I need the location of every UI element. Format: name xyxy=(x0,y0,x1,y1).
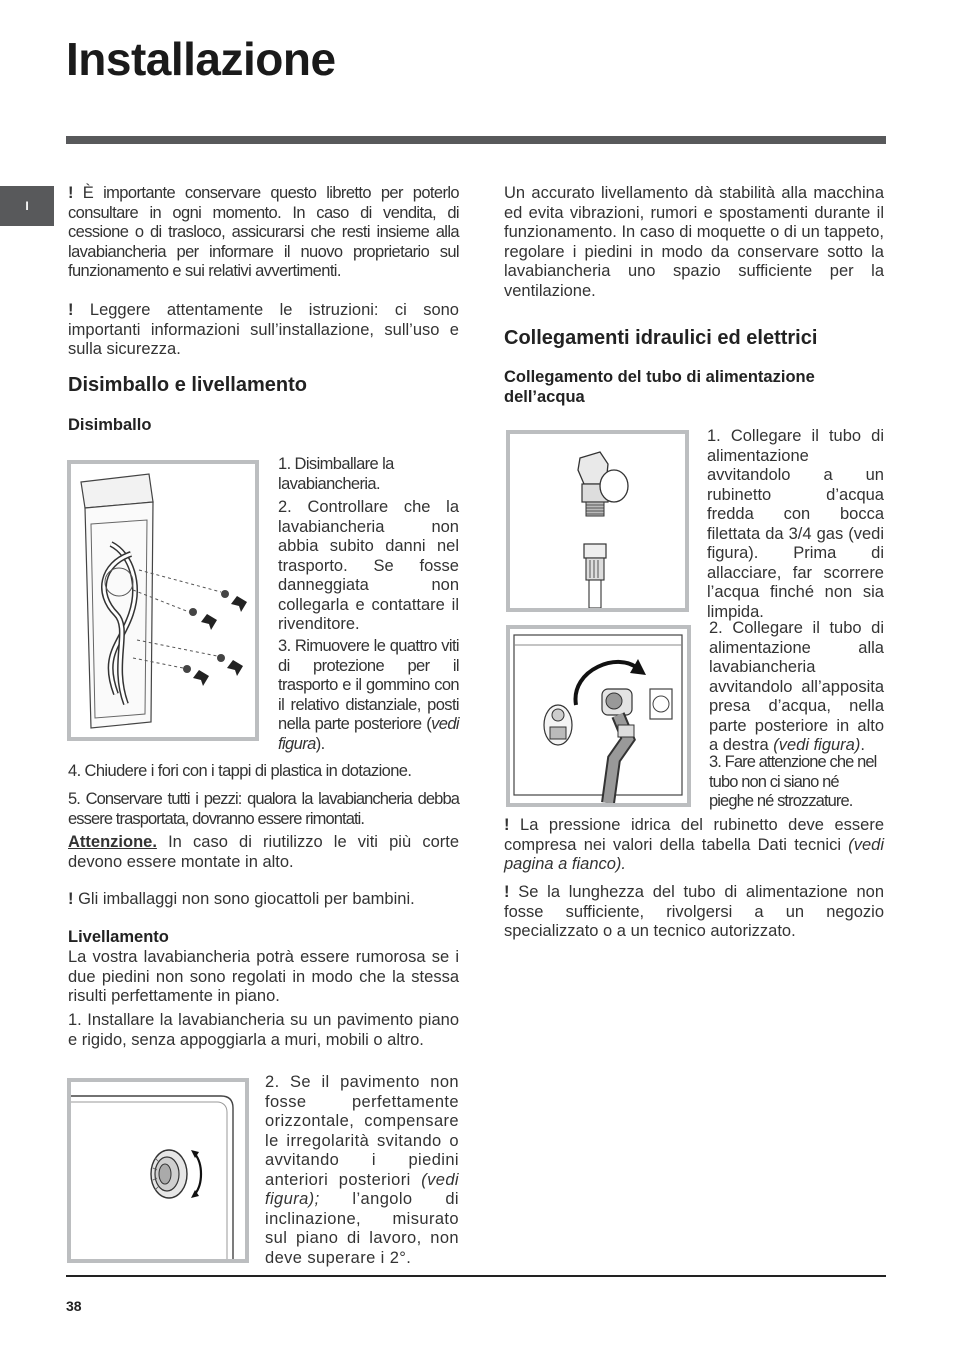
washer-rear-illustration xyxy=(71,464,255,737)
unpack-step-3: 3. Rimuovere le quattro viti di protezione per il trasporto e il gommino con il relativo distanziale, posti nella parte posteriore (vedi figura). xyxy=(278,637,459,753)
unpack-step-1: 1. Disimballare la lavabiancheria. xyxy=(278,455,394,493)
subheading-leveling: Livellamento xyxy=(68,928,169,946)
machine-inlet-illustration xyxy=(510,629,687,803)
subheading-unpacking: Disimballo xyxy=(68,416,152,434)
subheading-water-supply: Collegamento del tubo di alimentazione dell’acqua xyxy=(504,368,815,406)
footer-rule xyxy=(66,1275,886,1277)
page-number: 38 xyxy=(66,1298,82,1314)
figure-leveling-foot xyxy=(67,1078,249,1263)
header-rule xyxy=(66,136,886,144)
page-title: Installazione xyxy=(66,33,336,85)
warning-mark: ! xyxy=(504,816,510,834)
leveling-intro: La vostra lavabiancheria potrà essere rumorosa se i due piedini non sono regolati in modo che la stessa risulti perfettamente in piano. xyxy=(68,948,459,1005)
section-heading-unpacking-leveling: Disimballo e livellamento xyxy=(68,374,307,396)
warning-mark: ! xyxy=(504,883,510,901)
figure-tap-connection xyxy=(506,430,689,612)
leveling-foot-illustration xyxy=(71,1082,245,1259)
language-tab: I xyxy=(0,186,54,226)
tap-illustration xyxy=(510,434,685,608)
warning-mark: ! xyxy=(68,301,74,319)
section-heading-connections: Collegamenti idraulici ed elettrici xyxy=(504,327,818,349)
leveling-step-2: 2. Se il pavimento non fosse perfettamente orizzontale, compensare le irregolarità svitando o avvitando i piedini anteriori posteriori (vedi figura); l’angolo di inclinazione, misurato sul piano di lavoro, non deve superare i 2°. xyxy=(265,1073,459,1267)
figure-machine-inlet xyxy=(506,625,691,807)
water-step-1: 1. Collegare il tubo di alimentazione avvitandolo a un rubinetto d’acqua fredda con bocca filettata da 3/4 gas (vedi figura). Prima di allacciare, far scorrere l’acqua finché non sia limpida. xyxy=(707,427,884,621)
warning-mark: ! xyxy=(68,890,74,908)
intro-paragraph-1: ! È importante conservare questo libretto per poterlo consultare in ogni momento. In caso di vendita, di cessione o di trasloco, assicurarsi che resti insieme alla lavabiancheria per informare il nuovo proprietario sul funzionamento e sui relativi avvertimenti. xyxy=(68,184,460,280)
figure-rear-transport-screws xyxy=(67,460,259,741)
attention-note: Attenzione. In caso di riutilizzo le viti più corte devono essere montate in alto. xyxy=(68,833,459,871)
hose-length-warning: ! Se la lunghezza del tubo di alimentazione non fosse sufficiente, rivolgersi a un negozio specializzato o a un tecnico autorizzato. xyxy=(504,883,884,940)
unpack-step-4: 4. Chiudere i fori con i tappi di plastica in dotazione. xyxy=(68,762,412,780)
intro-paragraph-2: ! Leggere attentamente le istruzioni: ci sono importanti informazioni sull’installazione, sull’uso e sulla sicurezza. xyxy=(68,301,459,358)
unpack-step-2: 2. Controllare che la lavabiancheria non abbia subito danni nel trasporto. Se fosse danneggiata non collegarla e contattare il rivenditore. xyxy=(278,498,459,633)
water-step-2: 2. Collegare il tubo di alimentazione alla lavabiancheria avvitandolo all’apposita presa d’acqua, nella parte posteriore in alto a destra (vedi figura). xyxy=(709,619,884,754)
pressure-warning: ! La pressione idrica del rubinetto deve essere compresa nei valori della tabella Dati tecnici (vedi pagina a fianco). xyxy=(504,816,884,873)
water-step-3: 3. Fare attenzione che nel tubo non ci siano né pieghe né strozzature. xyxy=(709,753,877,810)
leveling-step-1: 1. Installare la lavabiancheria su un pavimento piano e rigido, senza appoggiarla a muri, mobili o altro. xyxy=(68,1011,459,1049)
leveling-benefits: Un accurato livellamento dà stabilità alla macchina ed evita vibrazioni, rumori e spostamenti durante il funzionamento. In caso di moquette o di un tappeto, regolare i piedini in modo da conservare sotto la lavabiancheria uno spazio sufficiente per la ventilazione. xyxy=(504,184,884,300)
warning-mark: ! xyxy=(68,184,73,202)
toys-warning: ! Gli imballaggi non sono giocattoli per bambini. xyxy=(68,890,415,908)
unpack-step-5: 5. Conservare tutti i pezzi: qualora la lavabiancheria debba essere trasportata, dovranno essere rimontati. xyxy=(68,790,459,828)
